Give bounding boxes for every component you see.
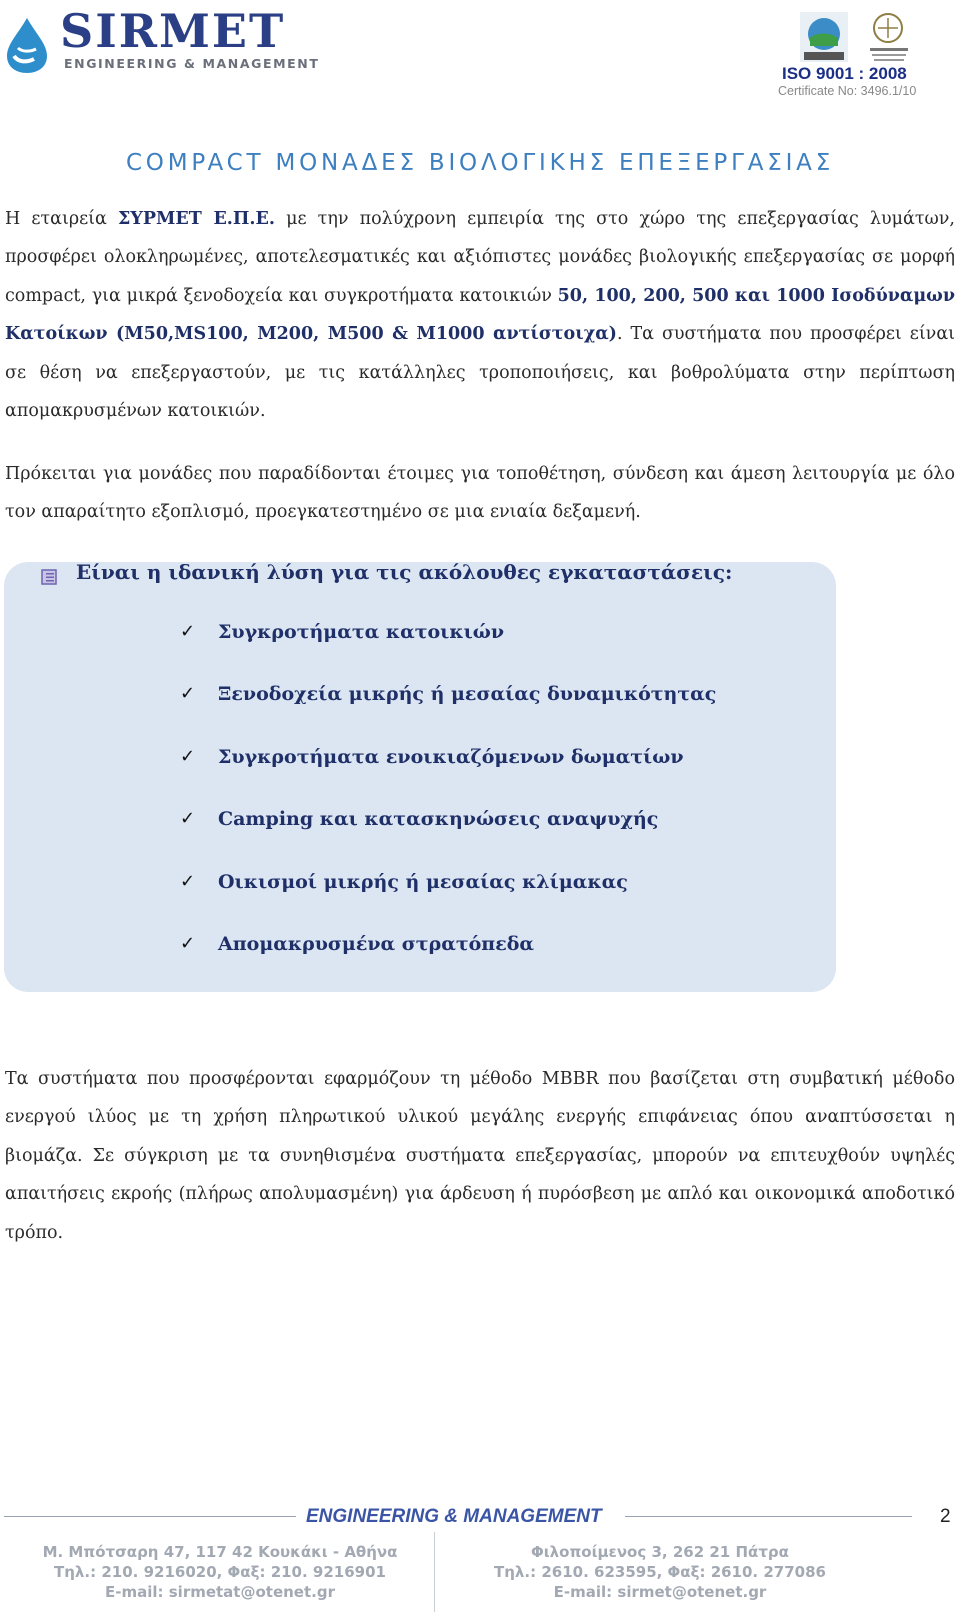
company-name-bold: ΣΥΡΜΕΤ Ε.Π.Ε. xyxy=(118,209,275,229)
capacities-bold: 50, 100, 200, 500 και 1000 Ισοδύναμων Κατοίκων (Μ50,MS100, Μ200, Μ500 & Μ1000 αντίστοιχα) xyxy=(5,285,955,345)
company-logo-tagline: ENGINEERING & MANAGEMENT xyxy=(64,56,320,71)
checkmark-icon: ✓ xyxy=(180,932,196,954)
mbbr-paragraph: Τα συστήματα που προσφέρονται εφαρμόζουν τη μέθοδο MBBR που βασίζεται στη συμβατική μέθοδο ενεργού ιλύος με τη χρήση πληρωτικού υλικού μεγάλης ενεργής επιφάνειας όπου αναπτύσσεται η βιομάζα. Σε σύγκριση με τα συνηθισμένα συστήματα επεξεργασίας, μπορούν να επιτευχθούν υψηλές απαιτήσεις εκροής (πλήρως απολυμασμένη) για άρδευση ή πυρόσβεση με απλό και οικονομικά αποδοτικό τρόπο. xyxy=(5,1069,955,1243)
intro-text-2: με την πολύχρονη εμπειρία της στο χώρο της επεξεργασίας λυμάτων, προσφέρει ολοκληρωμένες, αποτελεσματικές και αξιόπιστες μονάδες βιολογικής επεξεργασίας σε μορφή compact, για μικρά ξενοδοχεία και συγκροτήματα κατοικιών xyxy=(5,209,955,306)
patra-email: E-mail: sirmet@otenet.gr xyxy=(553,1583,767,1601)
page-header xyxy=(0,0,960,110)
list-item xyxy=(180,745,716,807)
intro-text-3: . Τα συστήματα που προσφέρει είναι σε θέση να επεξεργαστούν, με τις κατάλληλες τροποποιήσεις, και βοθρολύματα στην περίπτωση απομακρυσμένων κατοικιών. xyxy=(5,324,956,422)
patra-phone: Τηλ.: 2610. 623595, Φαξ: 2610. 277086 xyxy=(494,1563,826,1581)
company-logo-name: SIRMET xyxy=(60,4,286,58)
checkmark-icon: ✓ xyxy=(180,683,196,705)
page-number: 2 xyxy=(940,1506,951,1527)
athens-address: Μ. Μπότσαρη 47, 117 42 Κουκάκι - Αθήνα xyxy=(42,1543,398,1561)
delivery-paragraph: Πρόκειται για μονάδες που παραδίδονται έτοιμες για τοποθέτηση, σύνδεση και άμεση λειτουργία με όλο τον απαραίτητο εξοπλισμό, προεγκατεστημένο σε μια ενιαία δεξαμενή. xyxy=(5,464,955,522)
iso-label: ISO 9001 : 2008 xyxy=(782,64,907,83)
footer-column-divider xyxy=(434,1532,435,1612)
list-item xyxy=(180,620,716,682)
list-item-text: Οικισμοί μικρής ή μεσαίας κλίμακας xyxy=(218,870,628,893)
intro-text-1: Η εταιρεία xyxy=(5,209,119,229)
bullet-square-icon xyxy=(40,568,60,588)
athens-email: E-mail: sirmetat@otenet.gr xyxy=(105,1583,335,1601)
list-item xyxy=(180,870,716,932)
certificate-number: Certificate No: 3496.1/10 xyxy=(778,84,917,98)
certification-logos-icon xyxy=(800,12,940,68)
intro-paragraph xyxy=(5,200,955,430)
footer-brand: ENGINEERING & MANAGEMENT xyxy=(306,1506,602,1527)
checkmark-icon: ✓ xyxy=(180,808,196,830)
list-item xyxy=(180,932,716,994)
patra-address: Φιλοποίμενος 3, 262 21 Πάτρα xyxy=(531,1543,789,1561)
athens-phone: Τηλ.: 210. 9216020, Φαξ: 210. 9216901 xyxy=(54,1563,386,1581)
list-item xyxy=(180,807,716,869)
list-item-text: Συγκροτήματα κατοικιών xyxy=(218,621,505,643)
list-item xyxy=(180,682,716,744)
page-title: COMPACT ΜΟΝΑΔΕΣ ΒΙΟΛΟΓΙΚΗΣ ΕΠΕΞΕΡΓΑΣΙΑΣ xyxy=(125,150,835,176)
installations-list xyxy=(180,620,716,994)
checkmark-icon: ✓ xyxy=(180,745,196,767)
list-item-text: Ξενοδοχεία μικρής ή μεσαίας δυναμικότητας xyxy=(218,683,717,706)
footer-divider-right xyxy=(625,1516,912,1517)
footer-athens-office xyxy=(10,1542,430,1602)
checkmark-icon: ✓ xyxy=(180,621,196,642)
footer-patra-office xyxy=(450,1542,870,1602)
list-item-text: Απομακρυσμένα στρατόπεδα xyxy=(218,932,535,955)
water-drop-logo-icon xyxy=(4,16,50,74)
checkmark-icon: ✓ xyxy=(180,870,196,892)
installations-heading: Είναι η ιδανική λύση για τις ακόλουθες εγκαταστάσεις: xyxy=(76,560,733,584)
list-item-text: Camping και κατασκηνώσεις αναψυχής xyxy=(218,808,659,831)
footer-divider-left xyxy=(4,1516,296,1517)
list-item-text: Συγκροτήματα ενοικιαζόμενων δωματίων xyxy=(218,745,684,768)
